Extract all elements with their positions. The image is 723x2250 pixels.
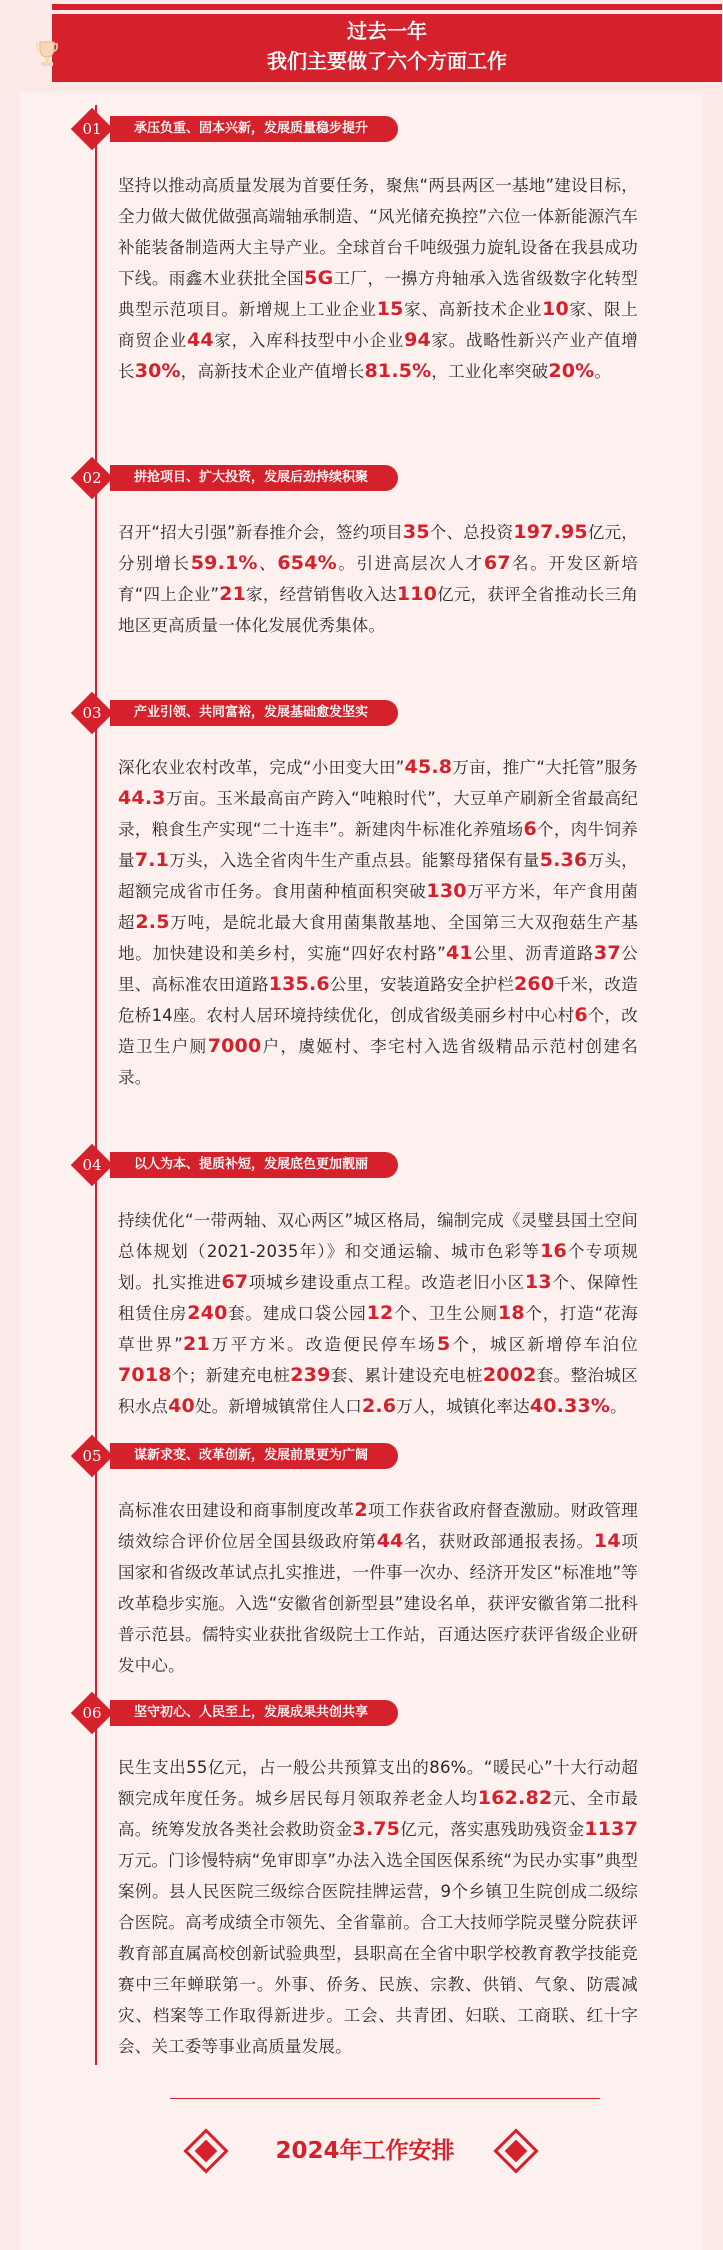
section-number: 06 (82, 1704, 102, 1722)
highlight-number: 162.82 (477, 1787, 553, 1809)
body-text: 家、高新技术企业 (403, 300, 543, 319)
highlight-number: 40 (168, 1395, 195, 1417)
timeline-line (95, 105, 97, 2065)
highlight-number: 21 (219, 583, 247, 605)
body-text: 户，虞姬村、李宅村入选省级精品示范村创建名录。 (118, 1037, 639, 1087)
highlight-number: 37 (593, 942, 621, 964)
body-text: 坚持以推动高质量发展为首要任务，聚焦“两县两区一基地”建设目标，全力做大做优做强高端轴承制造、“风光储充换控”六位一体新能源汽车补能装备制造两大主导产业。全球首台千吨级强力旋轧设备在我县成功下线。雨鑫木业获批全国 (118, 176, 638, 288)
highlight-number: 41 (446, 942, 473, 964)
highlight-number: 130 (426, 880, 467, 902)
highlight-number: 20% (548, 360, 595, 382)
body-text: 个，肉牛饲养量 (118, 820, 638, 870)
body-text: 家，经营销售收入达 (246, 585, 397, 604)
highlight-number: 2.5 (135, 911, 170, 933)
body-text: 个，打造“花海草世界” (118, 1304, 638, 1354)
highlight-number: 6 (574, 1004, 588, 1026)
body-text: 召开“招大引强”新春推介会，签约项目 (118, 523, 403, 542)
body-text: 项城乡建设重点工程。改造老旧小区 (248, 1273, 525, 1292)
body-text: 万人，城镇化率达 (396, 1397, 530, 1416)
body-text: 套。建成口袋公园 (227, 1304, 367, 1323)
body-text: 、 (257, 554, 278, 573)
highlight-number: 10 (542, 298, 569, 320)
section-body (118, 1752, 638, 2062)
highlight-number: 67 (483, 552, 511, 574)
highlight-number: 239 (290, 1364, 331, 1386)
highlight-number: 5G (304, 267, 334, 289)
section-title: 承压负重、固本兴新，发展质量稳步提升 (110, 116, 398, 142)
body-text: 处。新增城镇常住人口 (194, 1397, 362, 1416)
header-title-line2: 我们主要做了六个方面工作 (267, 49, 507, 73)
highlight-number: 18 (497, 1302, 525, 1324)
body-text: 民生支出55亿元，占一般公共预算支出的86%。“暖民心”十大行动超额完成年度任务。城乡居民每月领取养老金人均 (118, 1758, 638, 1808)
section-title: 谋新求变、改革创新，发展前景更为广阔 (110, 1443, 398, 1469)
highlight-number: 2002 (482, 1364, 537, 1386)
section-number: 04 (82, 1156, 102, 1174)
body-text: 公里，安装道路安全护栏 (329, 975, 515, 994)
body-text: 万平方米。改造便民停车场 (209, 1335, 438, 1354)
section-body (118, 517, 638, 641)
highlight-number: 67 (221, 1271, 249, 1293)
body-text: 个，城区新增停车泊位 (450, 1335, 639, 1354)
body-text: 项工作获省政府督查激励。财政管理绩效综合评价位居全国县级政府第 (118, 1501, 638, 1551)
highlight-number: 135.6 (268, 973, 330, 995)
highlight-number: 1137 (584, 1818, 638, 1840)
body-text: ，高新技术企业产值增长 (180, 362, 365, 381)
body-text: 。 (594, 362, 612, 381)
section-number: 03 (82, 704, 102, 722)
trophy-icon (36, 40, 58, 68)
highlight-number: 2.6 (361, 1395, 397, 1417)
body-text: 名。开发区新培育“四上企业” (118, 554, 638, 604)
body-text: 。引进高层次人才 (336, 554, 484, 573)
highlight-number: 44 (187, 329, 214, 351)
section-title: 产业引领、共同富裕，发展基础愈发坚实 (110, 700, 398, 726)
highlight-number: 7.1 (134, 849, 170, 871)
highlight-number: 16 (540, 1240, 567, 1262)
body-text: 亿元，落实惠残助残资金 (400, 1820, 585, 1839)
body-text: 家、限上商贸企业 (118, 300, 638, 350)
section-number: 02 (82, 469, 102, 487)
highlight-number: 40.33% (529, 1395, 611, 1417)
body-text: 套、累计建设充电桩 (330, 1366, 483, 1385)
body-text: 公里、沥青道路 (472, 944, 594, 963)
highlight-number: 6 (523, 818, 537, 840)
body-text: 万平方米，年产食用菌超 (118, 882, 639, 932)
body-text: 深化农业农村改革，完成“小田变大田” (118, 758, 405, 777)
footer-divider (170, 2098, 600, 2099)
body-text: 万头，超额完成省市任务。食用菌种植面积突破 (118, 851, 638, 901)
highlight-number: 15 (376, 298, 404, 320)
body-text: 项国家和省级改革试点扎实推进，一件事一次办、经济开发区“标准地”等改革稳步实施。入选“安徽省创新型县”建设名单，获评安徽省第二批科普示范县。儒特实业获批省级院士工作站，百通达医疗获评省级企业研发中心。 (118, 1532, 639, 1675)
body-text: 公里、高标准农田道路 (118, 944, 638, 994)
highlight-number: 5.36 (539, 849, 588, 871)
section-body (118, 1495, 638, 1681)
body-text: ，工业化率突破 (431, 362, 549, 381)
highlight-number: 94 (404, 329, 431, 351)
highlight-number: 654% (277, 552, 337, 574)
body-text: 万亩。玉米最高亩产跨入“吨粮时代”，大豆单产刷新全省最高纪录，粮食生产实现“二十连丰”。新建肉牛标准化养殖场 (118, 789, 638, 839)
body-text: 万吨，是皖北最大食用菌集散基地、全国第三大双孢菇生产基地。加快建设和美乡村，实施“四好农村路” (118, 913, 639, 963)
footer-title: 2024年工作安排 (275, 2138, 455, 2164)
header-title (52, 16, 722, 76)
highlight-number: 59.1% (190, 552, 258, 574)
highlight-number: 45.8 (404, 756, 453, 778)
highlight-number: 81.5% (364, 360, 432, 382)
highlight-number: 21 (183, 1333, 210, 1355)
section-title: 坚守初心、人民至上，发展成果共创共享 (110, 1700, 398, 1726)
body-text: 个、保障性租赁住房 (118, 1273, 639, 1323)
header-title-line1: 过去一年 (347, 19, 427, 43)
header-top-stripe (52, 4, 722, 10)
body-text: 元、全市最高。统筹发放各类社会救助资金 (118, 1789, 639, 1839)
body-text: 。 (610, 1397, 627, 1416)
body-text: 千米，改造危桥14座。农村人居环境持续优化，创成省级美丽乡村中心村 (118, 975, 638, 1025)
section-body (118, 1205, 638, 1422)
highlight-number: 44.3 (118, 787, 166, 809)
highlight-number: 5 (437, 1333, 451, 1355)
highlight-number: 3.75 (352, 1818, 401, 1840)
highlight-number: 13 (524, 1271, 552, 1293)
section-body (118, 170, 638, 387)
body-text: 个；新建充电桩 (171, 1366, 291, 1385)
highlight-number: 35 (402, 521, 430, 543)
body-text: 个，改造卫生户厕 (118, 1006, 638, 1056)
section-number: 01 (82, 120, 102, 138)
section-title: 以人为本、提质补短，发展底色更加靓丽 (110, 1152, 398, 1178)
highlight-number: 7000 (207, 1035, 262, 1057)
highlight-number: 14 (593, 1530, 621, 1552)
body-text: 亿元，分别增长 (118, 523, 638, 573)
highlight-number: 2 (354, 1499, 368, 1521)
body-text: 个专项规划。扎实推进 (118, 1242, 638, 1292)
body-text: 个、总投资 (429, 523, 514, 542)
highlight-number: 44 (376, 1530, 404, 1552)
highlight-number: 12 (366, 1302, 394, 1324)
body-text: 万亩，推广“大托管”服务 (452, 758, 639, 777)
highlight-number: 260 (514, 973, 555, 995)
section-number: 05 (82, 1447, 102, 1465)
body-text: 家。战略性新兴产业产值增长 (118, 331, 638, 381)
body-text: 工厂，一擤方舟轴承入选省级数字化转型典型示范项目。新增规上工业企业 (118, 269, 638, 319)
body-text: 万头，入选全省肉牛生产重点县。能繁母猪保有量 (169, 851, 540, 870)
body-text: 个、卫生公厕 (393, 1304, 498, 1323)
section-body (118, 752, 638, 1093)
highlight-number: 110 (396, 583, 438, 605)
body-text: 高标准农田建设和商事制度改革 (118, 1501, 355, 1520)
body-text: 套。整治城区积水点 (118, 1366, 638, 1416)
body-text: 持续优化“一带两轴、双心两区”城区格局，编制完成《灵璧县国土空间总体规划（2021-2035年）》和交通运输、城市色彩等 (118, 1211, 638, 1261)
body-text: 亿元，获评全省推动长三角地区更高质量一体化发展优秀集体。 (118, 585, 638, 635)
body-text: 万元。门诊慢特病“免审即享”办法入选全国医保系统“为民办实事”典型案例。县人民医院三级综合医院挂牌运营，9个乡镇卫生院创成二级综合医院。高考成绩全市领先、全省靠前。合工大技师学院灵璧分院获评教育部直属高校创新试验典型，县职高在全省中职学校教育教学技能竞赛中三年蝉联第一。外事、侨务、民族、宗教、供销、气象、防震减灾、档案等工作取得新进步。工会、共青团、妇联、工商联、红十字会、关工委等事业高质量发展。 (118, 1851, 638, 2056)
highlight-number: 30% (134, 360, 181, 382)
highlight-number: 7018 (118, 1364, 172, 1386)
highlight-number: 240 (187, 1302, 228, 1324)
body-text: 家，入库科技型中小企业 (213, 331, 405, 350)
body-text: 名，获财政部通报表扬。 (403, 1532, 594, 1551)
section-title: 拼抢项目、扩大投资，发展后劲持续积聚 (110, 465, 398, 491)
highlight-number: 197.95 (513, 521, 588, 543)
